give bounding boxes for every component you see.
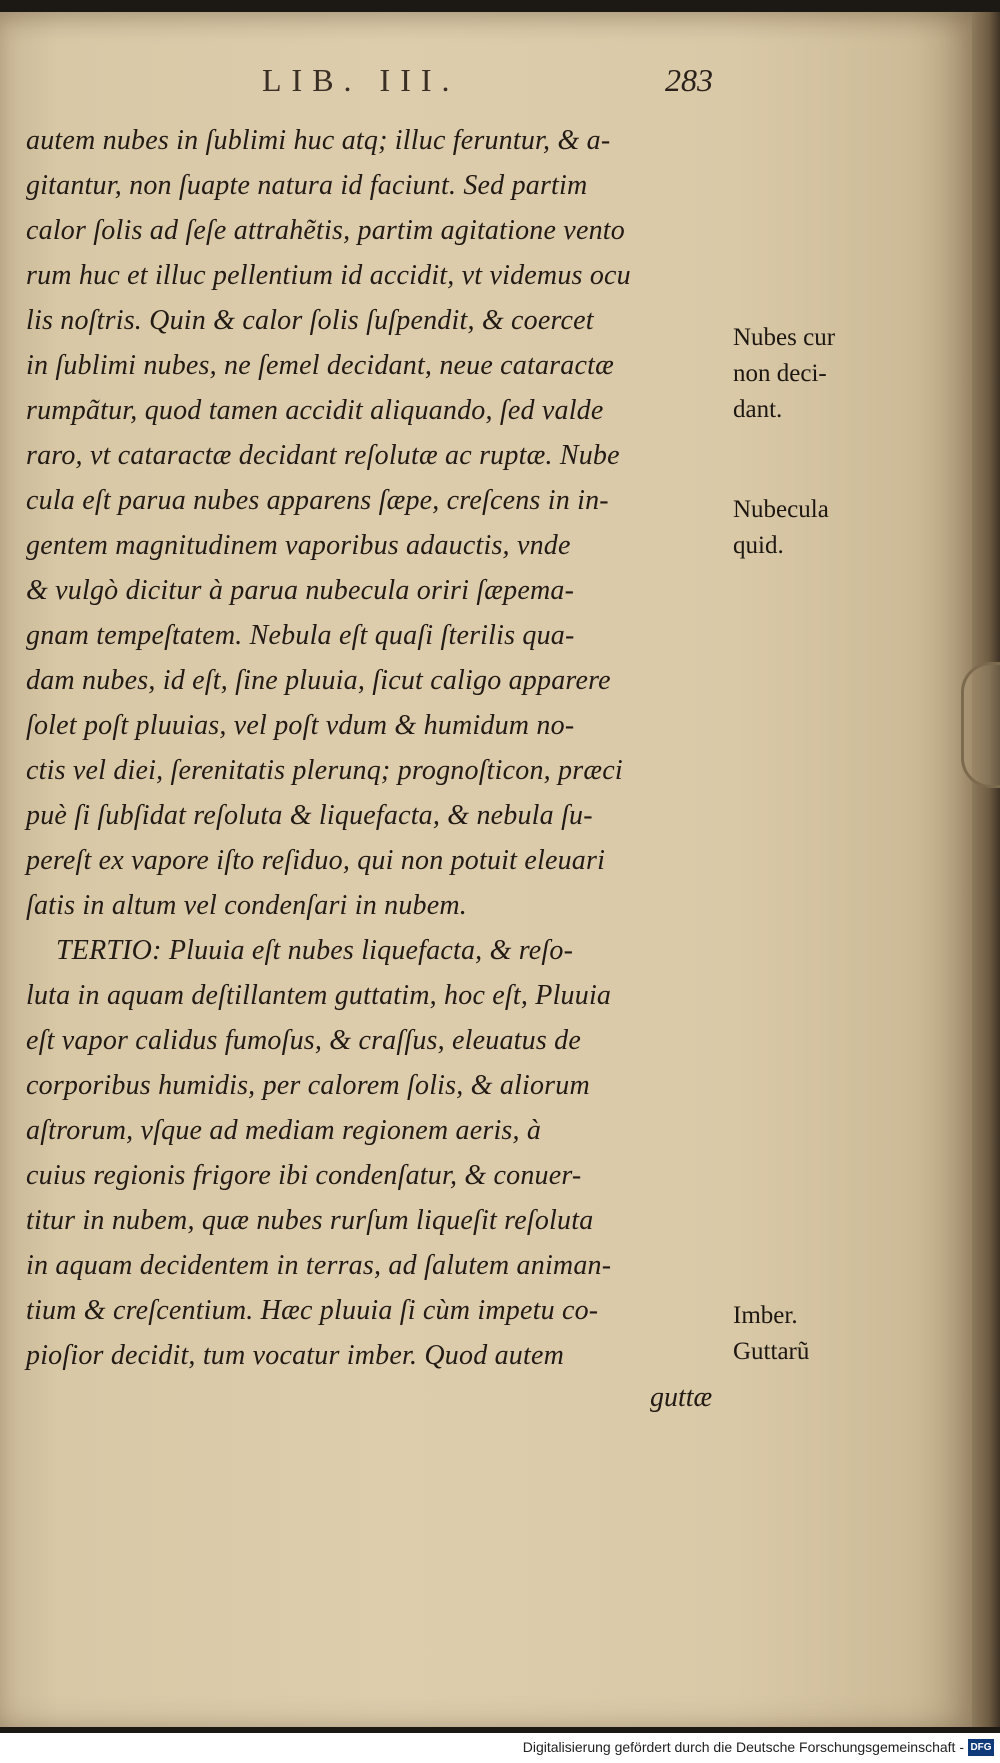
- text-line: ſolet poſt pluuias, vel poſt vdum & humidum no-: [26, 710, 575, 741]
- body-text: [26, 118, 731, 1378]
- marginal-note-line: Imber.: [733, 1302, 798, 1329]
- book-fore-edge: [972, 12, 1000, 1727]
- text-line: titur in nubem, quæ nubes rurſum liqueſit reſoluta: [26, 1205, 594, 1236]
- text-line: & vulgò dicitur à parua nubecula oriri ſæpema-: [26, 575, 575, 606]
- footer-credit: Digitalisierung gefördert durch die Deutsche Forschungsgemeinschaft -: [522, 1739, 964, 1755]
- text-line: rum huc et illuc pellentium id accidit, vt videmus ocu: [26, 260, 631, 291]
- text-line: pioſior decidit, tum vocatur imber. Quod autem: [26, 1340, 565, 1371]
- text-line: ctis vel diei, ſerenitatis plerunq; prognoſticon, præci: [26, 755, 623, 786]
- running-head: LIB. III.: [262, 62, 460, 98]
- marginal-note-nubecula: [733, 492, 829, 564]
- text-line: autem nubes in ſublimi huc atq; illuc feruntur, & a-: [26, 125, 611, 156]
- text-line: pereſt ex vapore iſto reſiduo, qui non potuit eleuari: [26, 845, 606, 876]
- text-line: raro, vt cataractæ decidant reſolutæ ac ruptæ. Nube: [26, 440, 620, 471]
- text-line: puè ſi ſubſidat reſoluta & liquefacta, & nebula ſu-: [26, 800, 593, 831]
- text-line: calor ſolis ad ſeſe attrahẽtis, partim agitatione vento: [26, 215, 625, 246]
- marginal-note-line: Nubecula: [733, 496, 829, 523]
- text-line: TERTIO: Pluuia eſt nubes liquefacta, & reſo-: [56, 935, 574, 966]
- text-line: lis noſtris. Quin & calor ſolis ſuſpendit, & coercet: [26, 305, 594, 336]
- text-line: gitantur, non ſuapte natura id faciunt. Sed partim: [26, 170, 588, 201]
- text-line: aſtrorum, vſque ad mediam regionem aeris, à: [26, 1115, 542, 1146]
- text-line: cula eſt parua nubes apparens ſæpe, creſcens in in-: [26, 485, 609, 516]
- text-line: corporibus humidis, per calorem ſolis, & aliorum: [26, 1070, 590, 1101]
- marginal-note-line: quid.: [733, 532, 784, 559]
- text-line: gentem magnitudinem vaporibus adauctis, vnde: [26, 530, 571, 561]
- text-line: luta in aquam deſtillantem guttatim, hoc eſt, Pluuia: [26, 980, 612, 1011]
- text-line: tium & creſcentium. Hæc pluuia ſi cùm impetu co-: [26, 1295, 599, 1326]
- marginal-note-imber: [733, 1298, 809, 1370]
- marginal-note-line: non deci-: [733, 360, 827, 387]
- text-line: eſt vapor calidus fumoſus, & craſſus, eleuatus de: [26, 1025, 581, 1056]
- marginal-note-line: dant.: [733, 396, 783, 423]
- marginal-note-line: Nubes cur: [733, 324, 836, 351]
- footer-bar: [0, 1733, 1000, 1763]
- text-line: in aquam decidentem in terras, ad ſalutem animan-: [26, 1250, 612, 1281]
- text-line: rumpãtur, quod tamen accidit aliquando, ſed valde: [26, 395, 604, 426]
- book-clasp: [961, 662, 1000, 788]
- text-line: dam nubes, id eſt, ſine pluuia, ſicut caligo apparere: [26, 665, 611, 696]
- dfg-logo: DFG: [968, 1739, 994, 1756]
- page-number: 283: [665, 62, 713, 98]
- marginal-note-nubes: [733, 320, 835, 428]
- page-header: [0, 62, 975, 112]
- catchword: guttæ: [650, 1382, 713, 1413]
- marginal-note-line: Guttarũ: [733, 1338, 810, 1365]
- text-line: in ſublimi nubes, ne ſemel decidant, neue cataractæ: [26, 350, 614, 381]
- text-line: gnam tempeſtatem. Nebula eſt quaſi ſterilis qua-: [26, 620, 575, 651]
- text-line: cuius regionis frigore ibi condenſatur, & conuer-: [26, 1160, 582, 1191]
- text-line: ſatis in altum vel condenſari in nubem.: [26, 890, 467, 921]
